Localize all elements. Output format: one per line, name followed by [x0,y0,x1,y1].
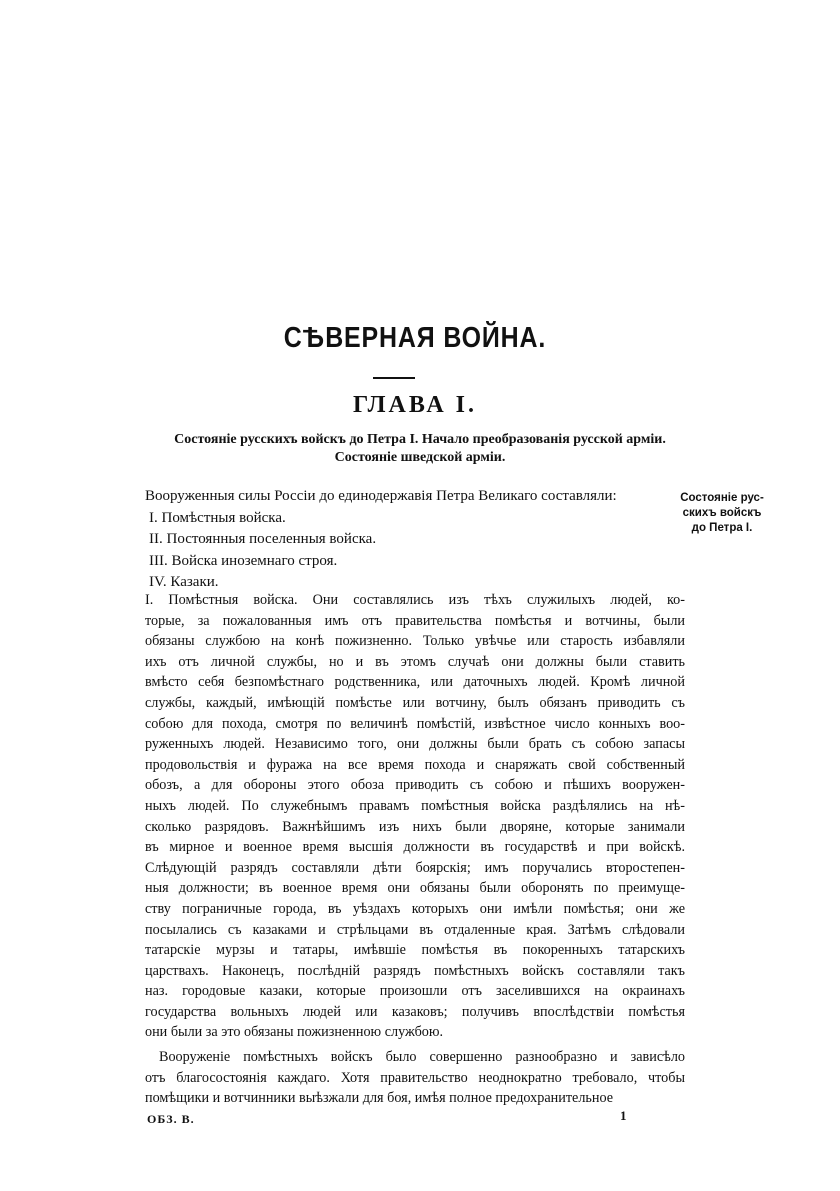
paragraph-2 [145,1047,685,1109]
text-line: продовольствія и фуража на все время похода и снаряжать свой собственный [145,756,685,773]
text-line: ихъ отъ личной службы, но и въ этомъ случаѣ они должны были ставить [145,653,685,670]
text-line: посылались съ казаками и стрѣльцами въ отдаленные края. Затѣмъ слѣдовали [145,921,685,938]
text-line: Слѣдующій разрядъ составляли дѣти боярскія; имъ поручались второстепен- [145,859,685,876]
text-line: наз. городовые казаки, которые произошли отъ заселившихся на окраинахъ [145,983,685,1000]
page-number: 1 [620,1108,627,1123]
text-line: государства вольныхъ людей или казаковъ; получивъ впослѣдствіи помѣстья [145,1003,685,1020]
text-line: обозъ, а для обороны этого обоза приводить съ собою и пѣшихъ вооружен- [145,777,685,794]
text-line: помѣщики и вотчинники выѣзжали для боя, имѣя полное предохранительное [145,1090,614,1107]
subtitle-line-2: Состояніе шведской арміи. [334,450,506,465]
text-line: въ мирное и военное время высшія должности въ государствѣ и при войскѣ. [145,839,685,856]
paragraph-1 [145,590,685,1043]
text-line: отъ благосостоянія каждаго. Хотя правительство неоднократно требовало, чтобы [145,1069,685,1086]
list-item: IV. Казаки. [149,574,219,590]
text-line: ству пограничные города, въ уѣздахъ которыхъ они имѣли помѣстья; они же [145,900,685,917]
list-item: II. Постоянныя поселенныя войска. [149,531,377,547]
text-line: Вооруженіе помѣстныхъ войскъ было совершенно разнообразно и зависѣло [159,1049,685,1066]
list-lead: Вооруженныя силы Россіи до единодержавія Петра Великаго составляли: [145,488,617,504]
text-line: ныя должности; въ военное время они обязаны были оборонять по преимуще- [145,880,685,897]
list-item: III. Войска иноземнаго строя. [149,552,338,569]
text-line: татарскіе мурзы и татары, имѣвшіе помѣстья въ покоренныхъ татарскихъ [145,942,685,959]
text-line: собою для похода, смотря по величинѣ помѣстій, извѣстное число конныхъ воо- [145,715,685,732]
text-line: царствахъ. Наконецъ, послѣдній разрядъ помѣстныхъ войскъ составляли такъ [145,962,685,979]
signature-mark: ОБЗ. В. [147,1112,195,1126]
page-title: СѢВЕРНАЯ ВОЙНА. [283,322,547,354]
margin-note-line-3: до Петра I. [691,522,753,534]
text-line: ныхъ людей. По служебнымъ правамъ помѣстныя войска раздѣлялись на нѣ- [145,797,685,814]
text-line: обязаны службою на конѣ пожизненно. Только увѣчье или старость избавляли [145,633,685,650]
body-text [145,590,685,1109]
text-line: торые, за пожалованныя имъ отъ правительства помѣстья и вотчины, были [145,612,685,629]
text-line: службы, каждый, имѣющій помѣстье или вотчину, былъ обязанъ приводить съ [145,694,685,711]
text-line: сколько разрядовъ. Важнѣйшимъ изъ нихъ были дворяне, которые занимали [145,818,685,835]
forces-list [145,486,685,594]
subtitle-line-1: Состояніе русскихъ войскъ до Петра I. Начало преобразованія русской арміи. [174,432,666,447]
margin-note [672,491,772,536]
text-line: руженныхъ людей. Независимо того, они должны были брать съ собою запасы [145,736,685,753]
text-line: вмѣсто себя безпомѣстнаго родственника, или даточныхъ людей. Кромѣ личной [145,674,685,691]
margin-note-line-1: Состояніе рус- [680,492,764,504]
margin-note-line-2: скихъ войскъ [682,507,762,519]
chapter-subtitle [100,431,740,467]
chapter-heading: ГЛАВА I. [352,392,478,418]
list-item: I. Помѣстныя войска. [149,509,286,526]
text-line: I. Помѣстныя войска. Они составлялись изъ тѣхъ служилыхъ людей, ко- [145,592,685,608]
title-divider [373,377,415,379]
text-line: они были за это обязаны пожизненною службою. [145,1024,444,1041]
